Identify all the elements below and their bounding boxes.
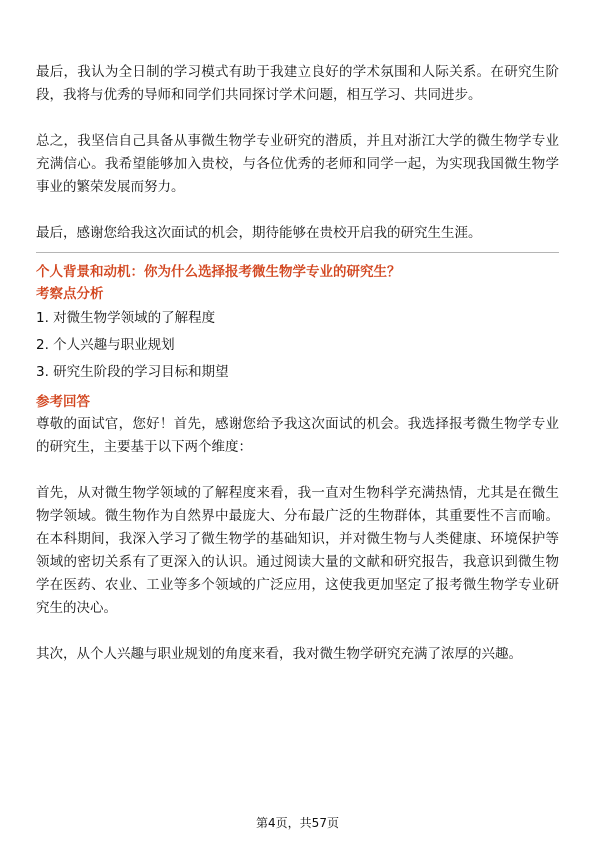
answer-paragraph-1: 尊敬的面试官，您好！首先，感谢您给予我这次面试的机会。我选择报考微生物学专业的研究生，主要基于以下两个维度： (36, 416, 559, 455)
answer-heading: 参考回答 (36, 394, 90, 410)
analysis-point-2: 2. 个人兴趣与职业规划 (36, 337, 175, 353)
analysis-heading: 考察点分析 (36, 286, 104, 302)
section-divider (36, 252, 559, 253)
analysis-point-3: 3. 研究生阶段的学习目标和期望 (36, 364, 229, 380)
intro-paragraph-3: 最后，感谢您给我这次面试的机会，期待能够在贵校开启我的研究生生涯。 (36, 225, 482, 241)
intro-paragraph-1: 最后，我认为全日制的学习模式有助于我建立良好的学术氛围和人际关系。在研究生阶段，我将与优秀的导师和同学们共同探讨学术问题，相互学习、共同进步。 (36, 64, 559, 103)
analysis-point-1: 1. 对微生物学领域的了解程度 (36, 310, 216, 326)
question-title: 个人背景和动机：你为什么选择报考微生物学专业的研究生？ (36, 264, 401, 280)
answer-paragraph-2: 首先，从对微生物学领域的了解程度来看，我一直对生物科学充满热情，尤其是在微生物学领域。微生物作为自然界中最庞大、分布最广泛的生物群体，其重要性不言而喻。在本科期间，我深入学习了微生物学的基础知识，并对微生物与人类健康、环境保护等领域的密切关系有了更深入的认识。通过阅读大量的文献和研究报告，我意识到微生物学在医药、农业、工业等多个领域的广泛应用，这使我更加坚定了报考微生物学专业研究生的决心。 (36, 485, 559, 616)
answer-paragraph-3: 其次，从个人兴趣与职业规划的角度来看，我对微生物学研究充满了浓厚的兴趣。 (36, 646, 522, 662)
paragraph-gap (36, 107, 559, 130)
paragraph-gap (36, 459, 559, 482)
page-content (36, 61, 559, 666)
paragraph-gap (36, 620, 559, 643)
intro-paragraph-2: 总之，我坚信自己具备从事微生物学专业研究的潜质，并且对浙江大学的微生物学专业充满信心。我希望能够加入贵校，与各位优秀的老师和同学一起，为实现我国微生物学事业的繁荣发展而努力。 (36, 133, 559, 195)
page-number: 第4页，共57页 (256, 816, 339, 830)
paragraph-gap (36, 199, 559, 222)
